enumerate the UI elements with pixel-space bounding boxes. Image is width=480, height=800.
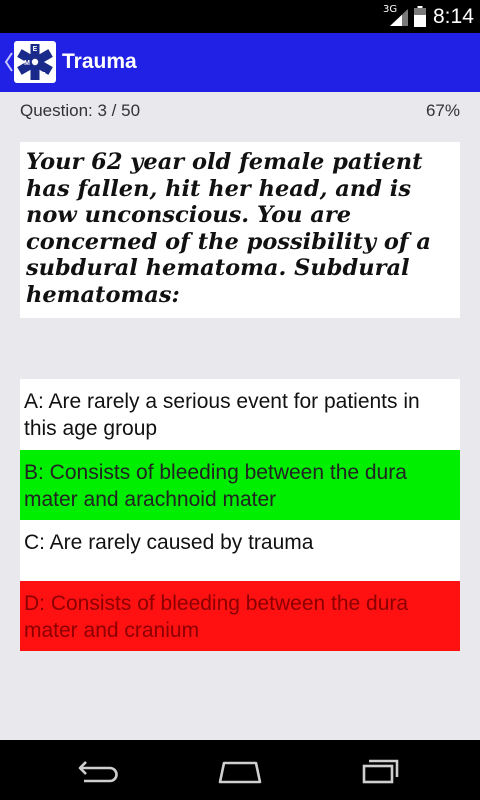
home-icon[interactable] <box>210 752 270 788</box>
battery-icon <box>414 6 426 27</box>
recent-apps-icon[interactable] <box>350 752 410 788</box>
status-bar <box>0 0 480 33</box>
question-counter: Question: 3 / 50 <box>20 101 141 120</box>
answer-option-b[interactable]: B: Consists of bleeding between the dura mater and arachnoid mater <box>20 450 460 520</box>
logo-letter-e: E <box>32 46 38 53</box>
question-card <box>20 142 460 318</box>
answer-list <box>20 379 460 651</box>
action-bar <box>0 33 480 92</box>
answer-option-c[interactable]: C: Are rarely caused by trauma <box>20 520 460 581</box>
app-logo[interactable] <box>14 41 56 83</box>
question-text: Your 62 year old female patient has fallen, hit her head, and is now unconscious. You are concerned of the possibility of a subdural hematoma. Subdural hematomas: <box>26 149 431 308</box>
navigation-bar <box>0 740 480 800</box>
up-caret-icon[interactable] <box>4 51 14 73</box>
logo-letter-t: T <box>40 72 46 79</box>
progress-row <box>0 92 480 130</box>
network-type: 3G <box>383 4 398 15</box>
back-icon[interactable] <box>70 752 130 788</box>
score-percent: 67% <box>425 101 460 120</box>
answer-option-d[interactable]: D: Consists of bleeding between the dura mater and cranium <box>20 581 460 651</box>
logo-letter-m: M <box>24 60 30 67</box>
signal-icon <box>390 9 408 26</box>
status-time: 8:14 <box>433 5 474 28</box>
answer-option-a[interactable]: A: Are rarely a serious event for patients in this age group <box>20 379 460 450</box>
screen-title: Trauma <box>62 50 137 73</box>
star-of-life-icon <box>14 41 56 83</box>
